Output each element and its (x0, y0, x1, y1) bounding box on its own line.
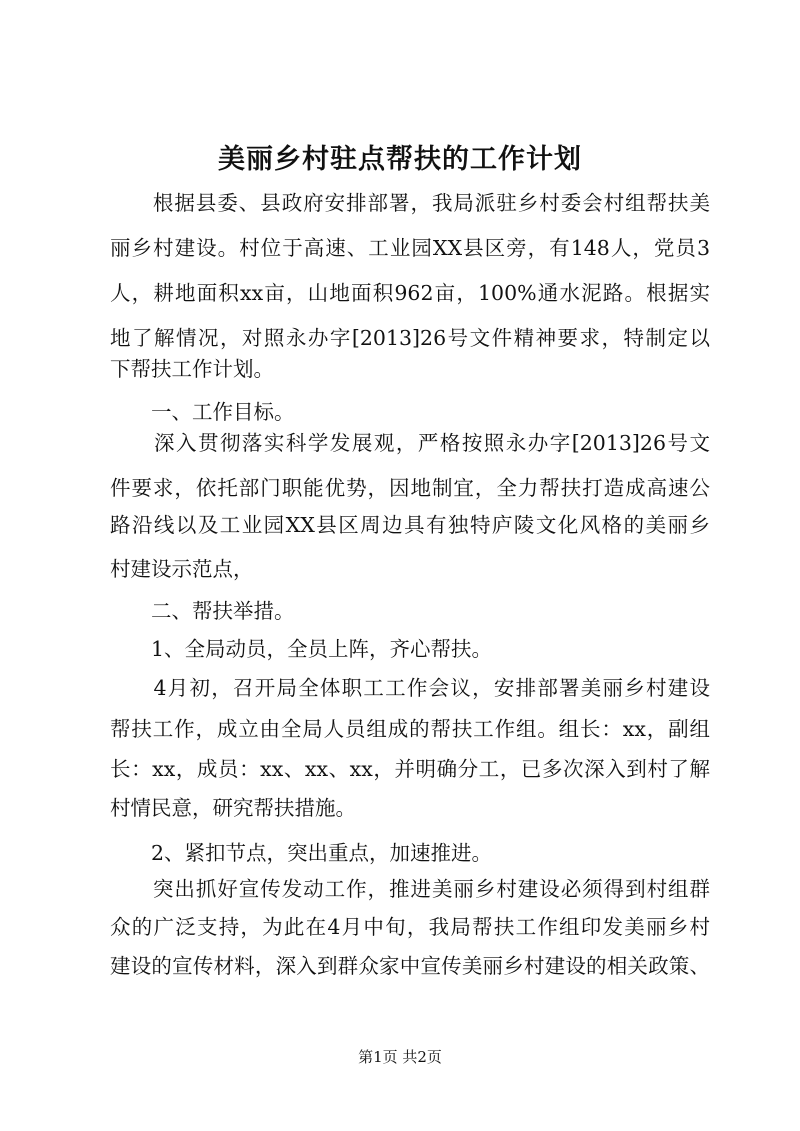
body-line: 村情民意，研究帮扶措施。 (110, 796, 356, 820)
body-line: 4月初，召开局全体职工工作会议，安排部署美丽乡村建设 (110, 676, 710, 700)
subsection-heading: 1、全局动员，全员上阵，齐心帮扶。 (110, 637, 493, 661)
body-line: 件要求，依托部门职能优势，因地制宜，全力帮扶打造成高速公 (110, 476, 710, 500)
body-line: 根据县委、县政府安排部署，我局派驻乡村委会村组帮扶美 (110, 191, 710, 215)
body-line: 突出抓好宣传发动工作，推进美丽乡村建设必须得到村组群 (110, 877, 710, 901)
body-line: 下帮扶工作计划。 (110, 357, 274, 381)
body-line: 帮扶工作，成立由全局人员组成的帮扶工作组。组长：xx，副组 (110, 717, 710, 741)
document-title: 美丽乡村驻点帮扶的工作计划 (218, 144, 582, 175)
body-line: 路沿线以及工业园XX县区周边具有独特庐陵文化风格的美丽乡 (110, 513, 710, 537)
page-footer: 第1页 共2页 (358, 1048, 442, 1066)
body-line: 丽乡村建设。村位于高速、工业园XX县区旁，有148人，党员3 (110, 236, 710, 260)
body-line: 深入贯彻落实科学发展观，严格按照永办字[2013]26号文 (110, 431, 710, 455)
subsection-heading: 2、紧扣节点，突出重点，加速推进。 (110, 841, 493, 865)
body-line: 村建设示范点， (110, 557, 254, 581)
section-heading: 一、工作目标。 (110, 400, 295, 424)
body-line: 建设的宣传材料，深入到群众家中宣传美丽乡村建设的相关政策、 (110, 954, 710, 978)
body-line: 地了解情况，对照永办字[2013]26号文件精神要求，特制定以 (110, 326, 710, 350)
body-line: 长：xx，成员：xx、xx、xx，并明确分工，已多次深入到村了解 (110, 757, 710, 781)
body-line: 众的广泛支持，为此在4月中旬，我局帮扶工作组印发美丽乡村 (110, 915, 710, 939)
section-heading: 二、帮扶举措。 (110, 599, 295, 623)
body-line: 人，耕地面积xx亩，山地面积962亩，100%通水泥路。根据实 (110, 281, 710, 305)
